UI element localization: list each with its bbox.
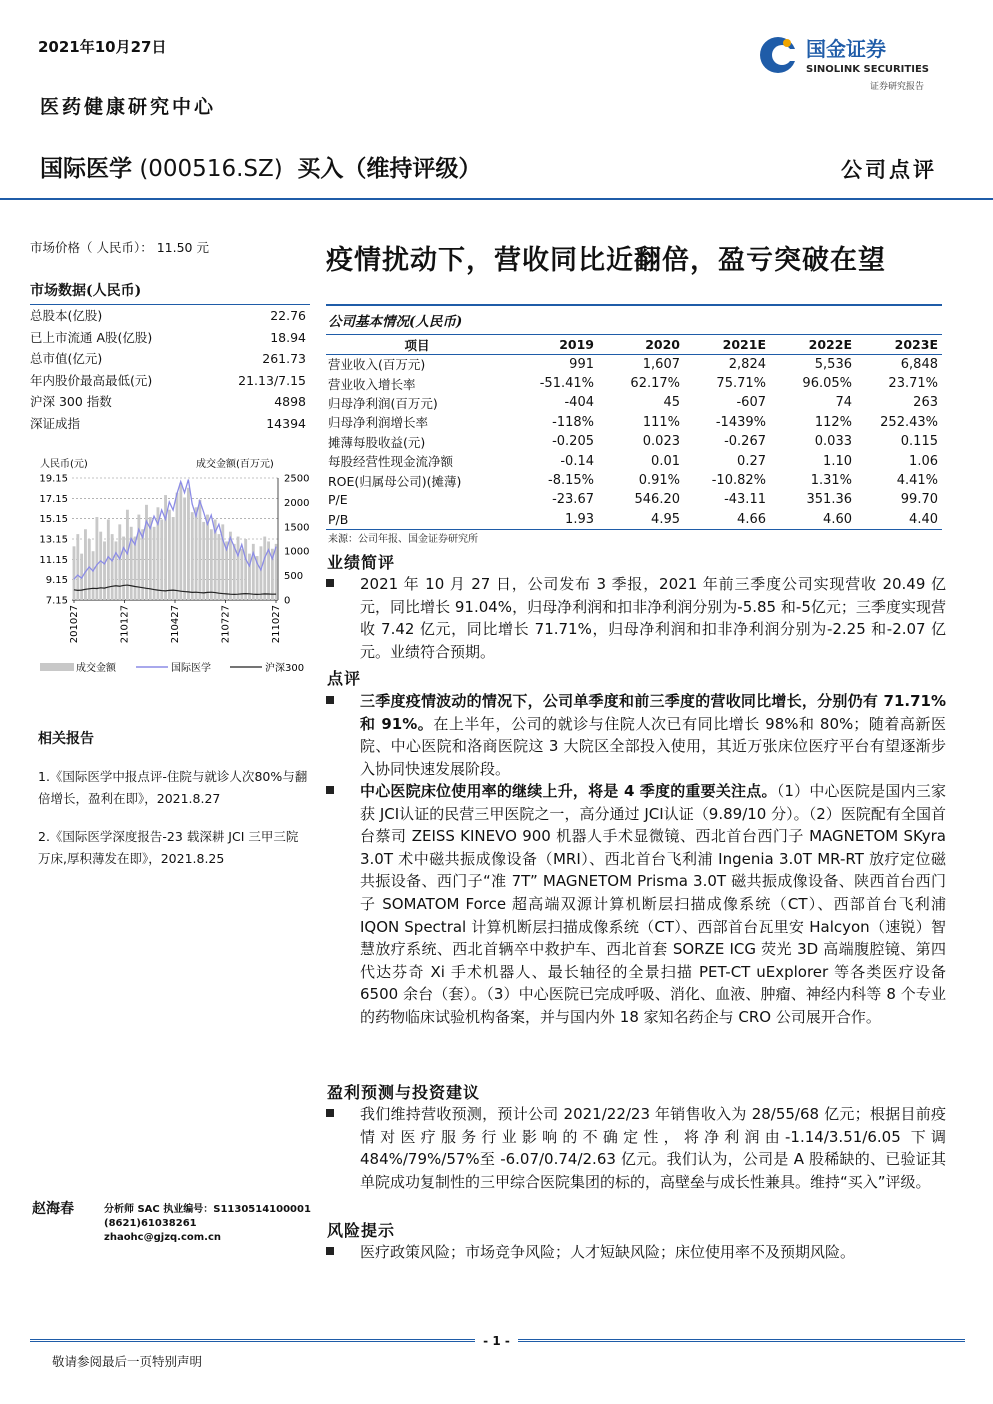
financial-table [326,334,942,530]
table-cell: -43.11 [724,492,766,508]
table-cell: -8.15% [548,473,594,489]
volume-bar [145,505,148,600]
y-left-tick: 13.15 [39,534,68,546]
table-row [326,432,942,451]
table-cell: 0.01 [651,453,680,469]
col-header: 项目 [326,335,512,355]
table-cell: -404 [564,395,594,411]
market-value: 22.76 [270,308,306,323]
paragraph-text [360,780,946,1029]
bullet-icon [326,696,334,704]
price-volume-chart [30,454,320,684]
volume-bar [210,529,213,600]
volume-bar [88,539,91,600]
table-cell: 252.43% [880,414,938,430]
table-source: 来源：公司年报、国金证券研究所 [328,534,478,545]
volume-bar [99,532,102,600]
x-tick-label: 211027 [271,605,282,644]
table-top-divider [326,304,942,306]
y-right-tick: 1000 [284,546,310,558]
paragraph-body: （1）中心医院是国内三家获 JCI认证的民营三甲医院之一，高分通过 JCI认证（9.89/10 分）。（2）医院配有全国首台蔡司 ZEISS KINEVO 900 机器人手术显微镜、西北首台西门子 MAGNETOM SKyra 3.0T 术中磁共振成像设备（MRI）、西北首台飞利浦 Ingenia 3.0T MR-RT 放疗定位磁共振设备、西门子“准 7T” MAGNETOM Prisma 3.0T 磁共振成像设备、陕西首台西门子 SOMATOM Force 超高端双源计算机断层扫描成像系统（CT）、西部首台飞利浦 IQON Spectral 计算机断层扫描成像系统（CT）、西部首台瓦里安 Halcyon（速锐）智慧放疗系统、西北首辆卒中救护车、西北首套 SORZE ICG 荧光 3D 高端腹腔镜、第四代达芬奇 Xi 手术机器人、最长轴径的全景扫描 PET-CT uExplorer 等各类医疗设备 6500 余台（套）。（3）中心医院已完成呼吸、消化、血液、肿瘤、神经内科等 8 个专业的药物临床试验机构备案，并与国内外 18 家知名药企与 CRO 公司展开合作。 [360,782,947,1026]
volume-bar [168,510,171,600]
volume-bar [172,517,175,600]
table-cell: 111% [642,414,680,430]
y-left-tick: 7.15 [45,595,68,607]
table-cell: 4.60 [770,510,856,529]
table-cell: -118% [552,414,594,430]
volume-bar [233,544,236,600]
stock-code: (000516.SZ) [139,156,283,182]
legend-label: 沪深300 [265,663,305,674]
volume-bar [195,507,198,600]
table-cell: 1,607 [642,356,680,372]
bullet-icon [326,786,334,794]
table-cell: 96.05% [802,376,852,392]
paragraph [326,573,946,663]
table-cell: 4.66 [684,510,770,529]
paragraph-body: 在上半年，公司的就诊与住院人次已有同比增长 98%和 80%；随着高新医院、中心医院和洛商医院这 3 大院区全部投入使用，其近万张床位医疗平台有望逐渐步入协同快速发展阶段。 [360,714,946,778]
company-name: 国际医学 [40,156,132,182]
y-left-tick: 15.15 [39,514,68,526]
table-cell: 75.71% [716,376,766,392]
market-value: 21.13/7.15 [238,372,306,388]
market-row [30,391,310,413]
y-right-tick: 0 [284,595,291,607]
related-report-item[interactable]: 2.《国际医学深度报告-23 载深耕 JCI 三甲三院万床,厚积薄发在即》，2021.8.25 [38,829,299,866]
market-row [30,413,310,435]
table-cell: 351.36 [806,492,852,508]
table-cell: 112% [814,414,852,430]
row-label: 营业收入(百万元) [328,357,426,373]
market-label: 沪深 300 指数 [30,394,112,409]
y-right-tick: 2000 [284,497,310,509]
table-cell: -0.267 [724,434,766,450]
volume-bar [259,546,262,600]
table-cell: 6,848 [900,356,938,372]
department-name: 医药健康研究中心 [40,96,217,118]
paragraph [326,1103,946,1193]
table-cell: 23.71% [888,376,938,392]
market-value: 14394 [266,415,306,431]
analyst-phone: (8621)61038261 [104,1218,197,1229]
table-cell: 74 [835,395,852,411]
col-header: 2023E [856,335,942,355]
report-date: 2021年10月27日 [38,38,167,56]
paragraph [326,1241,946,1264]
volume-bar [176,493,179,600]
legend-label: 国际医学 [171,663,211,674]
logo-cn: 国金证券 [806,37,886,61]
y-left-tick: 11.15 [39,554,68,566]
table-row [326,413,942,432]
paragraph-text: 医疗政策风险；市场竞争风险；人才短缺风险；床位使用率不及预期风险。 [360,1243,856,1261]
header-divider [0,198,993,200]
volume-bar [206,515,209,600]
y-right-tick: 500 [284,571,304,583]
market-data-title: 市场数据(人民币) [30,280,310,305]
volume-bar [183,498,186,600]
col-header: 2022E [770,335,856,355]
volume-bar [164,495,167,600]
row-label: ROE(归属母公司)(摊薄) [328,473,462,489]
y-left-tick: 17.15 [39,493,68,505]
table-row [326,355,942,374]
table-cell: -51.41% [539,376,594,392]
analyst-info [104,1203,311,1245]
x-tick-label: 201027 [69,605,80,644]
market-price-label: 市场价格（ 人民币）： [30,240,153,255]
table-row [326,393,942,412]
volume-bar [103,541,106,600]
x-tick-label: 210427 [170,605,181,644]
table-cell: 0.115 [900,434,938,450]
table-cell: 1.93 [512,510,598,529]
y-left-tick: 9.15 [45,575,68,587]
analyst-email[interactable]: zhaohc@gjzq.com.cn [104,1232,222,1243]
table-row [326,451,942,470]
y-right-tick: 2500 [284,473,310,485]
table-cell: 4.40 [856,510,942,529]
rating: 买入（维持评级） [297,156,482,182]
x-tick-label: 210727 [220,605,232,644]
table-cell: 62.17% [630,376,680,392]
volume-bar [118,524,121,600]
market-value: 261.73 [262,351,306,366]
table-cell: 5,536 [814,356,852,372]
market-row [30,348,310,370]
paragraph-highlight: 中心医院床位使用率的继续上升，将是 4 季度的重要关注点。 [360,782,777,800]
report-type: 公司点评 [841,157,937,182]
volume-bar [275,544,278,600]
y-right-tick: 1500 [284,522,310,534]
volume-bar [92,551,95,600]
table-cell: -10.82% [711,473,766,489]
sinolink-logo [758,32,948,78]
bullet-icon [326,1247,334,1255]
table-cell: 1.31% [810,473,852,489]
sidebar [30,238,310,434]
bullet-icon [326,1109,334,1117]
table-row [326,490,942,509]
table-cell: 45 [663,395,680,411]
row-label: P/B [326,510,512,529]
page-number-text: - 1 - [475,1334,518,1348]
table-cell: -607 [736,395,766,411]
volume-bar [111,534,114,600]
volume-bar [115,541,118,600]
table-cell: 991 [569,356,594,372]
logo-en: SINOLINK SECURITIES [806,64,929,75]
paragraph-text [360,690,946,780]
table-cell: 0.91% [638,473,680,489]
table-cell: 4.41% [896,473,938,489]
col-header: 2019 [512,335,598,355]
section-title-performance: 业绩简评 [327,553,396,572]
table-cell: -23.67 [552,492,594,508]
market-label: 总市值(亿元) [30,351,103,366]
paragraph-highlight: 三季度疫情波动的情况下，公司单季度和前三季度的营收同比增长，分别仍有 71.71%和 91%。 [360,692,946,733]
volume-bar [179,483,182,600]
volume-bar [198,500,201,600]
table-title: 公司基本情况(人民币) [328,314,463,330]
volume-bar [244,539,247,600]
table-row [326,471,942,490]
paragraph-text: 2021 年 10 月 27 日，公司发布 3 季报，2021 年前三季度公司实现营收 20.49 亿元，同比增长 91.04%，归母净利润和扣非净利润分别为-5.85 和-5亿元；三季度实现营收 7.42 亿元，同比增长 71.71%，归母净利润和扣非净利润分别为-2.25 和-2.07 亿元。业绩符合预期。 [360,575,946,661]
table-row [326,510,942,529]
logo-tagline: 证券研究报告 [870,82,925,92]
table-cell: -1439% [715,414,766,430]
volume-bar [160,519,163,600]
table-cell: 99.70 [900,492,938,508]
row-label: 归母净利润增长率 [328,415,429,431]
headline: 疫情扰动下，营收同比近翻倍，盈亏突破在望 [326,245,886,276]
col-header: 2021E [684,335,770,355]
row-label: P/E [328,492,348,508]
table-cell: 2,824 [728,356,766,372]
analyst-sac: 分析师 SAC 执业编号：S1130514100001 [104,1204,311,1215]
row-label: 摊薄每股收益(元) [328,434,426,450]
paragraph [326,690,946,780]
footer-disclaimer: 敬请参阅最后一页特别声明 [52,1354,203,1369]
table-cell: 1.10 [823,453,852,469]
volume-bar [134,537,137,600]
table-cell: 0.27 [737,453,766,469]
table-cell: 546.20 [634,492,680,508]
table-cell: -0.14 [560,453,594,469]
section-title-comment: 点评 [327,669,362,688]
volume-bar [187,488,190,600]
market-row [30,327,310,349]
market-price [30,238,310,256]
section-title-risk: 风险提示 [327,1221,396,1240]
table-row [326,374,942,393]
row-label: 归母净利润(百万元) [328,395,438,411]
volume-bar [263,537,266,600]
volume-bar [122,537,125,600]
table-cell: -0.205 [552,434,594,450]
legend-swatch-volume [40,663,74,671]
market-data-list [30,305,310,434]
volume-bar [218,534,221,600]
table-cell: 263 [913,395,938,411]
row-label: 每股经营性现金流净额 [328,454,454,470]
table-header-row [326,335,942,355]
market-label: 已上市流通 A股(亿股) [30,329,153,345]
volume-bar [95,517,98,600]
section-title-forecast: 盈利预测与投资建议 [327,1083,481,1102]
paragraph [326,780,946,1029]
volume-bar [73,546,76,600]
left-axis-title: 人民币(元) [40,459,88,470]
x-tick-label: 210127 [119,605,131,644]
paragraph-text: 我们维持营收预测，预计公司 2021/22/23 年销售收入为 28/55/68 亿元；根据目前疫情对医疗服务行业影响的不确定性，将净利润由-1.14/3.51/6.05 下调 484%/79%/57%至 -6.07/0.74/2.63 亿元。我们认为，公司是 A 股稀缺的、已验证其单院成功复制性的三甲综合医院集团的标的，高壁垒与成长性兼具。维持“买入”评级。 [360,1105,946,1191]
market-row [30,370,310,392]
market-price-value: 11.50 元 [156,240,209,255]
page-number [0,1334,993,1348]
market-value: 4898 [274,394,306,409]
market-value: 18.94 [270,329,306,345]
market-row [30,305,310,327]
page-title [40,150,481,183]
table-cell: 0.033 [814,434,852,450]
volume-bar [240,549,243,600]
table-cell: 1.06 [909,453,938,469]
chart-canvas [30,454,320,684]
row-label: 营业收入增长率 [328,376,416,392]
related-report-item[interactable]: 1.《国际医学中报点评-住院与就诊人次80%与翻倍增长，盈利在即》，2021.8.27 [38,769,308,806]
volume-bar [202,522,205,600]
y-left-tick: 19.15 [39,473,68,485]
analyst-name: 赵海春 [32,1201,74,1217]
bullet-icon [326,579,334,587]
market-label: 深证成指 [30,415,81,431]
col-header: 2020 [598,335,684,355]
market-label: 年内股价最高最低(元) [30,372,153,388]
legend-label: 成交金额 [76,663,116,674]
table-cell: 0.023 [642,434,680,450]
volume-bar [141,529,144,600]
table-cell: 4.95 [598,510,684,529]
market-label: 总股本(亿股) [30,308,103,323]
related-reports-title: 相关报告 [38,731,94,747]
volume-bar [237,537,240,600]
volume-bar [191,512,194,600]
right-axis-title: 成交金额(百万元) [196,459,274,470]
